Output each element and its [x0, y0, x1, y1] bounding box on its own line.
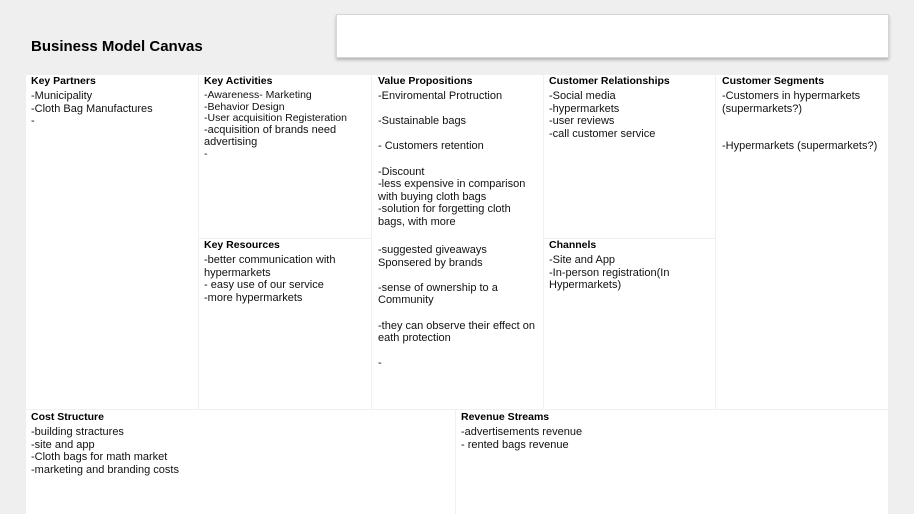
list-item: - [204, 147, 208, 160]
channels-heading: Channels [549, 239, 597, 251]
list-item: -Discount [378, 165, 425, 178]
list-item: -less expensive in comparison [378, 178, 526, 191]
list-item: -building stractures [31, 426, 124, 438]
divider [198, 75, 199, 409]
list-item: -Hypermarkets (supermarkets?) [722, 140, 878, 153]
list-item: - [378, 357, 382, 370]
list-item: -Enviromental Protruction [378, 90, 503, 102]
list-item: -Sustainable bags [378, 115, 467, 128]
list-item: Community [378, 294, 434, 307]
list-item: -User acquisition Registeration [204, 112, 347, 125]
customer-segments-heading: Customer Segments [722, 75, 825, 87]
list-item: with buying cloth bags [378, 190, 487, 203]
list-item: hypermarkets [204, 266, 271, 279]
list-item [722, 115, 888, 128]
revenue-streams-cell[interactable] [461, 411, 881, 451]
list-item: -user reviews [549, 115, 615, 128]
value-propositions-heading: Value Propositions [378, 75, 473, 87]
list-item: - [31, 115, 35, 128]
list-item [378, 269, 544, 282]
list-item: bags, with more [378, 215, 456, 228]
list-item: -marketing and branding costs [31, 463, 179, 476]
list-item: -sense of ownership to a [378, 281, 498, 294]
list-item: -better communication with [204, 254, 336, 266]
list-item: -suggested giveaways [378, 244, 487, 256]
list-item: -solution for forgetting cloth [378, 203, 511, 216]
list-item: -Municipality [31, 90, 93, 102]
list-item: eath protection [378, 332, 451, 345]
key-resources-heading: Key Resources [204, 239, 280, 251]
list-item: - easy use of our service [204, 279, 324, 292]
page-title: Business Model Canvas [31, 38, 203, 55]
top-text-box[interactable] [336, 14, 889, 58]
list-item: Sponsered by brands [378, 256, 483, 269]
key-partners-heading: Key Partners [31, 75, 96, 87]
customer-relationships-heading: Customer Relationships [549, 75, 670, 87]
divider [455, 409, 456, 514]
list-item: advertising [204, 135, 258, 148]
list-item [378, 153, 544, 166]
divider [26, 409, 888, 410]
list-item [378, 345, 544, 358]
list-item: -more hypermarkets [204, 291, 303, 304]
cost-structure-heading: Cost Structure [31, 411, 104, 423]
key-partners-cell[interactable] [31, 75, 196, 128]
list-item [378, 307, 544, 320]
list-item: - rented bags revenue [461, 438, 569, 451]
list-item: -Customers in hypermarkets [722, 90, 861, 102]
key-resources-cell[interactable] [204, 239, 370, 304]
list-item: -Cloth bags for math market [31, 451, 168, 464]
list-item [378, 103, 544, 116]
list-item: Hypermarkets) [549, 279, 622, 292]
key-activities-cell[interactable] [204, 75, 370, 160]
list-item: -Cloth Bag Manufactures [31, 102, 153, 115]
divider [715, 75, 716, 409]
list-item: -hypermarkets [549, 102, 620, 115]
list-item: - Customers retention [378, 140, 484, 153]
list-item [378, 128, 544, 141]
list-item: -Behavior Design [204, 100, 285, 113]
list-item: -acquisition of brands need [204, 124, 337, 137]
list-item: -In-person registration(In [549, 266, 670, 279]
list-item: (supermarkets?) [722, 102, 803, 115]
list-item: -Awareness- Marketing [204, 89, 312, 101]
list-item: -Social media [549, 90, 616, 102]
cost-structure-cell[interactable] [31, 411, 451, 476]
list-item: -call customer service [549, 127, 656, 140]
customer-segments-cell[interactable] [722, 75, 888, 153]
list-item: -site and app [31, 438, 95, 451]
list-item: -advertisements revenue [461, 426, 583, 438]
value-propositions-lower-cell[interactable] [378, 244, 544, 370]
channels-cell[interactable] [549, 239, 715, 292]
divider [371, 75, 372, 409]
revenue-streams-heading: Revenue Streams [461, 411, 550, 423]
key-activities-heading: Key Activities [204, 75, 273, 87]
customer-relationships-cell[interactable] [549, 75, 715, 140]
list-item [722, 128, 888, 141]
list-item: -they can observe their effect on [378, 319, 535, 332]
value-propositions-cell[interactable] [378, 75, 544, 229]
list-item: -Site and App [549, 254, 616, 266]
